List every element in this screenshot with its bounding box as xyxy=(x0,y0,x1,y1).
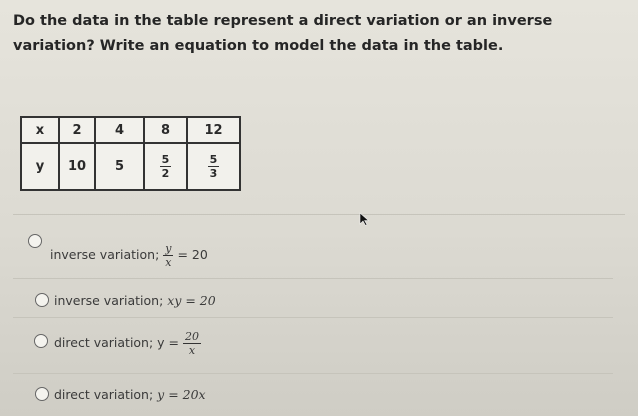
radio-circle-icon[interactable] xyxy=(28,234,42,248)
option-equation: xy = 20 xyxy=(167,293,216,308)
data-table xyxy=(20,116,241,191)
divider xyxy=(13,278,613,279)
table-cell: 12 xyxy=(187,117,240,143)
fraction xyxy=(208,154,220,179)
table-header-x: x xyxy=(21,117,59,143)
table-cell-fraction xyxy=(187,143,240,190)
fraction-denominator: x xyxy=(165,256,172,269)
question-text: Do the data in the table represent a direct variation or an inverse variation? Write an equation to model the data in the table. xyxy=(13,13,553,54)
option-label xyxy=(54,387,206,402)
fraction-numerator: 5 xyxy=(161,153,170,166)
option-direct-fraction[interactable] xyxy=(36,329,596,365)
option-label xyxy=(54,293,216,308)
fraction-denominator: 3 xyxy=(209,167,218,180)
option-inverse-product[interactable] xyxy=(36,291,596,311)
table-cell: 8 xyxy=(144,117,187,143)
option-equation: y = 20x xyxy=(157,387,206,402)
table-cell: 10 xyxy=(59,143,95,190)
table-row-x xyxy=(21,117,240,143)
option-inverse-fraction[interactable] xyxy=(36,228,596,272)
table-header-y: y xyxy=(21,143,59,190)
option-prefix: inverse variation; xyxy=(54,293,168,308)
option-direct-linear[interactable] xyxy=(36,385,596,405)
radio-circle-icon[interactable] xyxy=(34,334,48,348)
fraction-denominator: 2 xyxy=(161,167,170,180)
divider xyxy=(13,373,613,374)
table-cell-fraction xyxy=(144,143,187,190)
fraction-numerator: y xyxy=(165,242,172,255)
fraction-denominator: x xyxy=(183,343,201,356)
divider xyxy=(13,214,625,215)
table-cell: 2 xyxy=(59,117,95,143)
divider xyxy=(13,317,613,318)
radio-circle-icon[interactable] xyxy=(35,293,49,307)
fraction xyxy=(163,243,173,268)
option-label xyxy=(54,331,201,356)
table-cell: 5 xyxy=(95,143,144,190)
option-label xyxy=(50,243,208,268)
table-row-y xyxy=(21,143,240,190)
option-suffix: = 20 xyxy=(177,247,208,262)
fraction xyxy=(183,331,201,356)
option-prefix: direct variation; y = xyxy=(54,335,183,350)
fraction xyxy=(160,154,172,179)
option-prefix: inverse variation; xyxy=(50,247,164,262)
mouse-pointer-icon xyxy=(359,212,369,226)
option-prefix: direct variation; xyxy=(54,387,158,402)
fraction-numerator: 20 xyxy=(185,330,199,343)
table-cell: 4 xyxy=(95,117,144,143)
fraction-numerator: 5 xyxy=(209,153,218,166)
radio-circle-icon[interactable] xyxy=(35,387,49,401)
